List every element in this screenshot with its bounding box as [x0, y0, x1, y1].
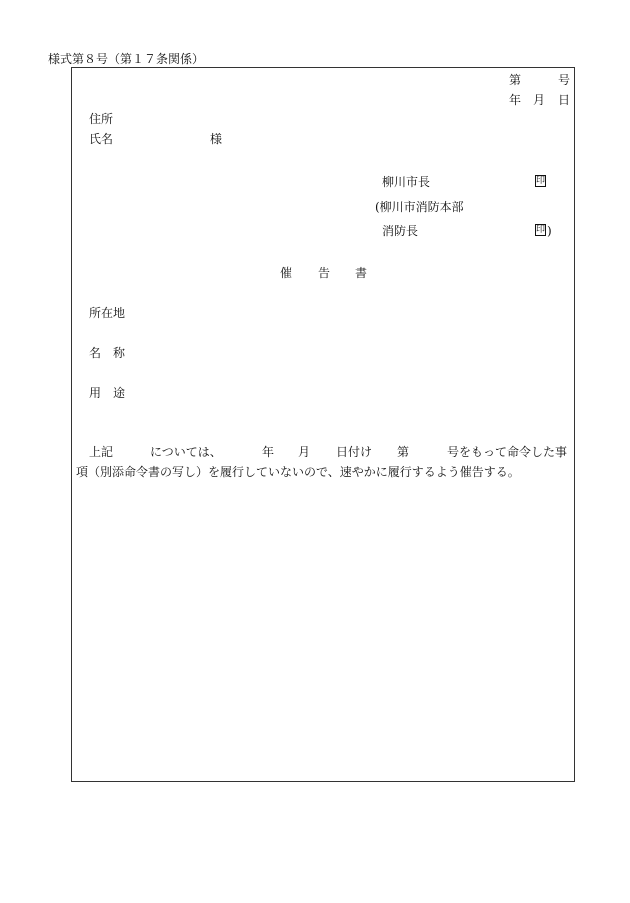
doc-title-char-1: 催 — [280, 266, 293, 280]
address-label: 住所 — [89, 112, 114, 126]
form-label: 様式第８号（第１７条関係） — [48, 52, 205, 66]
issuer-mayor: 柳川市長 — [382, 175, 431, 189]
date-month: 月 — [533, 93, 546, 107]
doc-title-char-3: 書 — [355, 266, 368, 280]
doc-number-prefix: 第 — [509, 73, 522, 87]
body-line1-c: 年 — [262, 445, 275, 459]
field-use-a: 用 — [89, 386, 102, 400]
body-line2: 項（別添命令書の写し）を履行していないので、速やかに履行するよう催告する。 — [76, 465, 520, 479]
field-use-b: 途 — [113, 386, 126, 400]
body-line1-g: 号をもって命令した事 — [447, 445, 568, 459]
issuer-fire-chief: 消防長 — [382, 224, 419, 238]
name-label: 氏名 — [89, 132, 114, 146]
document-frame — [71, 67, 575, 782]
body-line1-a: 上記 — [89, 445, 114, 459]
date-year: 年 — [509, 93, 522, 107]
doc-title-char-2: 告 — [318, 266, 331, 280]
seal-mark-2: 印 — [536, 225, 546, 235]
field-name-b: 称 — [113, 346, 126, 360]
doc-number-suffix: 号 — [558, 73, 571, 87]
body-line1-e: 日付け — [336, 445, 373, 459]
body-line1-f: 第 — [397, 445, 410, 459]
field-name-a: 名 — [89, 346, 102, 360]
issuer-fire-dept: (柳川市消防本部 — [375, 200, 464, 214]
honorific: 様 — [210, 132, 223, 146]
body-line1-d: 月 — [298, 445, 311, 459]
body-line1-b: については、 — [150, 445, 222, 459]
issuer-paren-close: ) — [547, 224, 552, 238]
field-location: 所在地 — [89, 306, 126, 320]
date-day: 日 — [558, 93, 571, 107]
seal-mark-1: 印 — [536, 176, 546, 186]
